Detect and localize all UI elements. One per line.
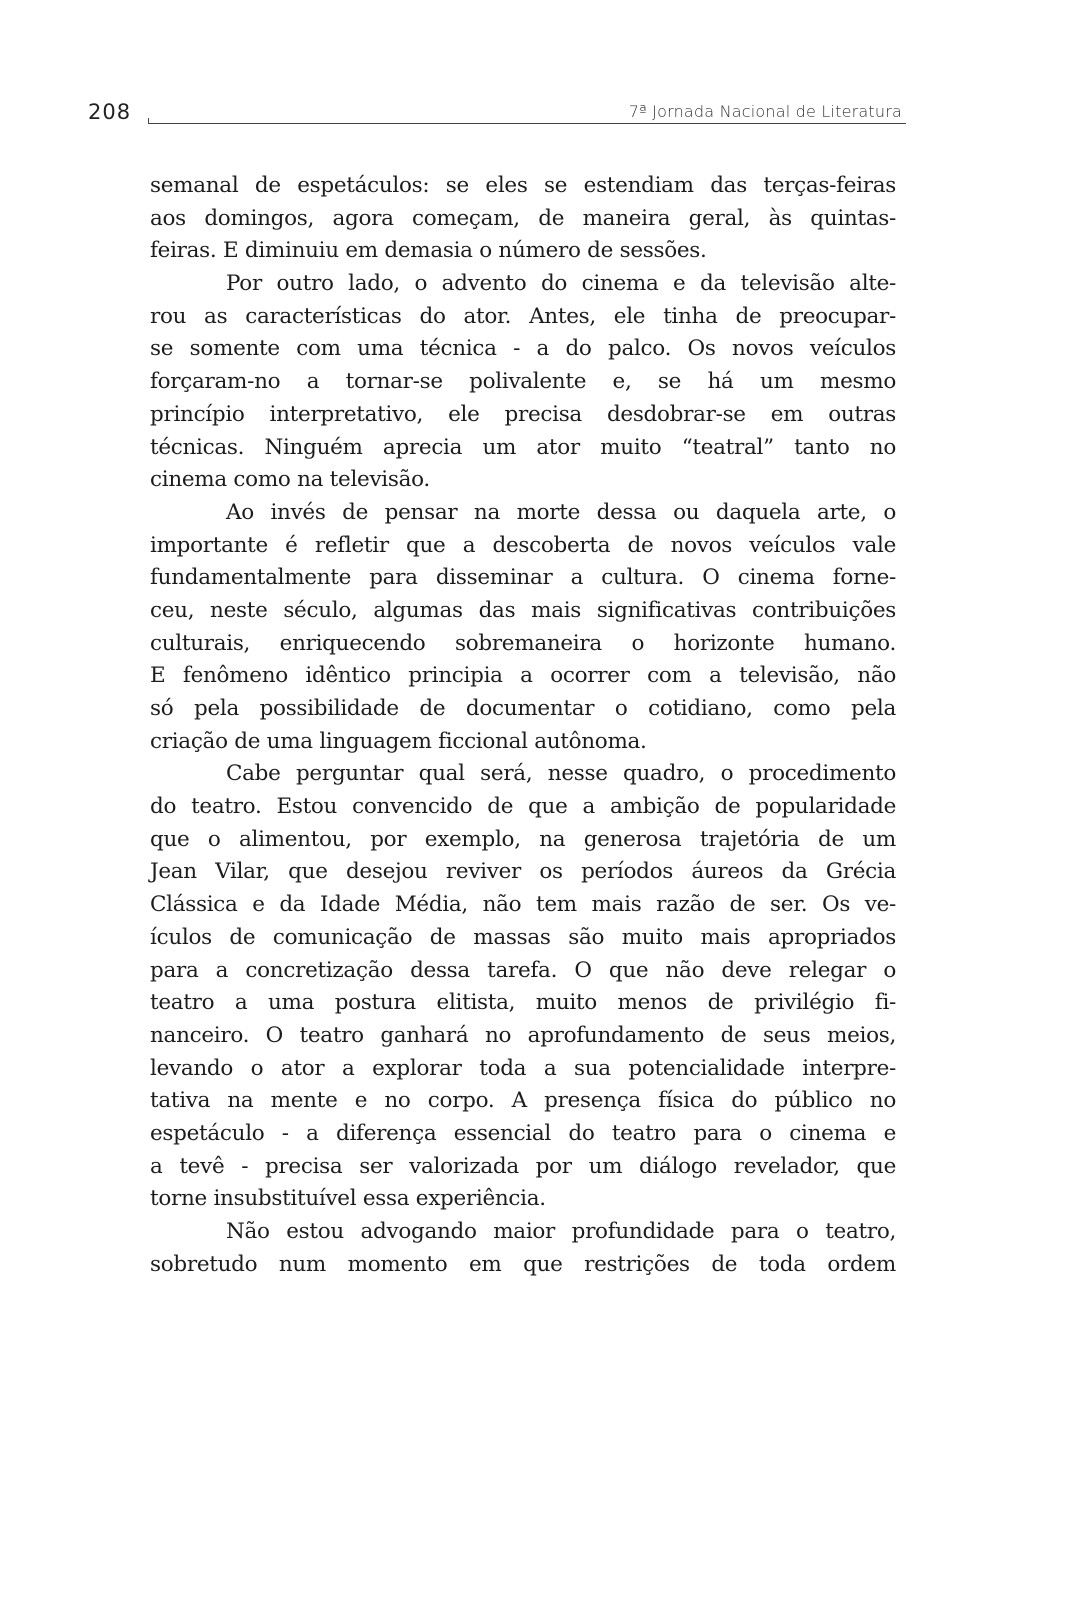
body-text — [150, 170, 896, 1281]
text-line: E fenômeno idêntico principia a ocorrer com a televisão, não — [150, 663, 896, 689]
paragraph — [150, 170, 896, 268]
text-line: teatro a uma postura elitista, muito menos de privilégio fi- — [150, 990, 896, 1016]
text-line: semanal de espetáculos: se eles se estendiam das terças-feiras — [150, 173, 896, 198]
text-line: do teatro. Estou convencido de que a ambição de popularidade — [150, 794, 896, 820]
text-line: feiras. E diminuiu em demasia o número de sessões. — [150, 238, 707, 264]
text-line: Não estou advogando maior profundidade para o teatro, — [226, 1219, 896, 1244]
text-line: culturais, enriquecendo sobremaneira o horizonte humano. — [150, 630, 896, 656]
text-line: tativa na mente e no corpo. A presença física do público no — [150, 1088, 896, 1114]
text-line: forçaram-no a tornar-se polivalente e, se há um mesmo — [150, 369, 896, 395]
page-header — [88, 98, 906, 128]
text-line: só pela possibilidade de documentar o cotidiano, como pela — [150, 696, 896, 721]
text-line: ículos de comunicação de massas são muito mais apropriados — [150, 924, 896, 950]
text-line: criação de uma linguagem ficcional autônoma. — [150, 728, 647, 754]
text-line: importante é refletir que a descoberta de novos veículos vale — [150, 532, 896, 558]
text-line: aos domingos, agora começam, de maneira geral, às quintas- — [150, 205, 896, 231]
text-line: nanceiro. O teatro ganhará no aprofundamento de seus meios, — [150, 1022, 896, 1048]
text-line: rou as características do ator. Antes, ele tinha de preocupar- — [150, 303, 896, 329]
text-line: Por outro lado, o advento do cinema e da televisão alte- — [226, 271, 896, 297]
text-line: princípio interpretativo, ele precisa desdobrar-se em outras — [150, 401, 896, 427]
text-line: Ao invés de pensar na morte dessa ou daquela arte, o — [226, 499, 896, 525]
text-line: fundamentalmente para disseminar a cultura. O cinema forne- — [150, 565, 896, 591]
text-line: que o alimentou, por exemplo, na generosa trajetória de um — [150, 826, 896, 852]
paragraph — [150, 268, 896, 497]
text-line: Jean Vilar, que desejou reviver os períodos áureos da Grécia — [150, 859, 896, 885]
text-line: sobretudo num momento em que restrições de toda ordem — [150, 1251, 896, 1277]
paragraph — [150, 497, 896, 759]
header-rule — [148, 123, 906, 124]
text-line: para a concretização dessa tarefa. O que não deve relegar o — [150, 957, 896, 983]
text-line: cinema como na televisão. — [150, 467, 430, 493]
text-line: levando o ator a explorar toda a sua potencialidade interpre- — [150, 1055, 896, 1081]
text-line: espetáculo - a diferença essencial do teatro para o cinema e — [150, 1120, 896, 1146]
page-number: 208 — [88, 100, 132, 124]
text-line: Cabe perguntar qual será, nesse quadro, o procedimento — [226, 761, 896, 787]
text-line: a tevê - precisa ser valorizada por um diálogo revelador, que — [150, 1153, 896, 1179]
text-line: se somente com uma técnica - a do palco. Os novos veículos — [150, 336, 896, 362]
running-title: 7ª Jornada Nacional de Literatura — [628, 102, 902, 121]
paragraph — [150, 758, 896, 1216]
text-line: torne insubstituível essa experiência. — [150, 1186, 546, 1212]
paragraph — [150, 1216, 896, 1281]
text-line: ceu, neste século, algumas das mais significativas contribuições — [150, 597, 896, 623]
text-line: técnicas. Ninguém aprecia um ator muito “teatral” tanto no — [150, 434, 896, 460]
text-line: Clássica e da Idade Média, não tem mais razão de ser. Os ve- — [150, 892, 896, 918]
